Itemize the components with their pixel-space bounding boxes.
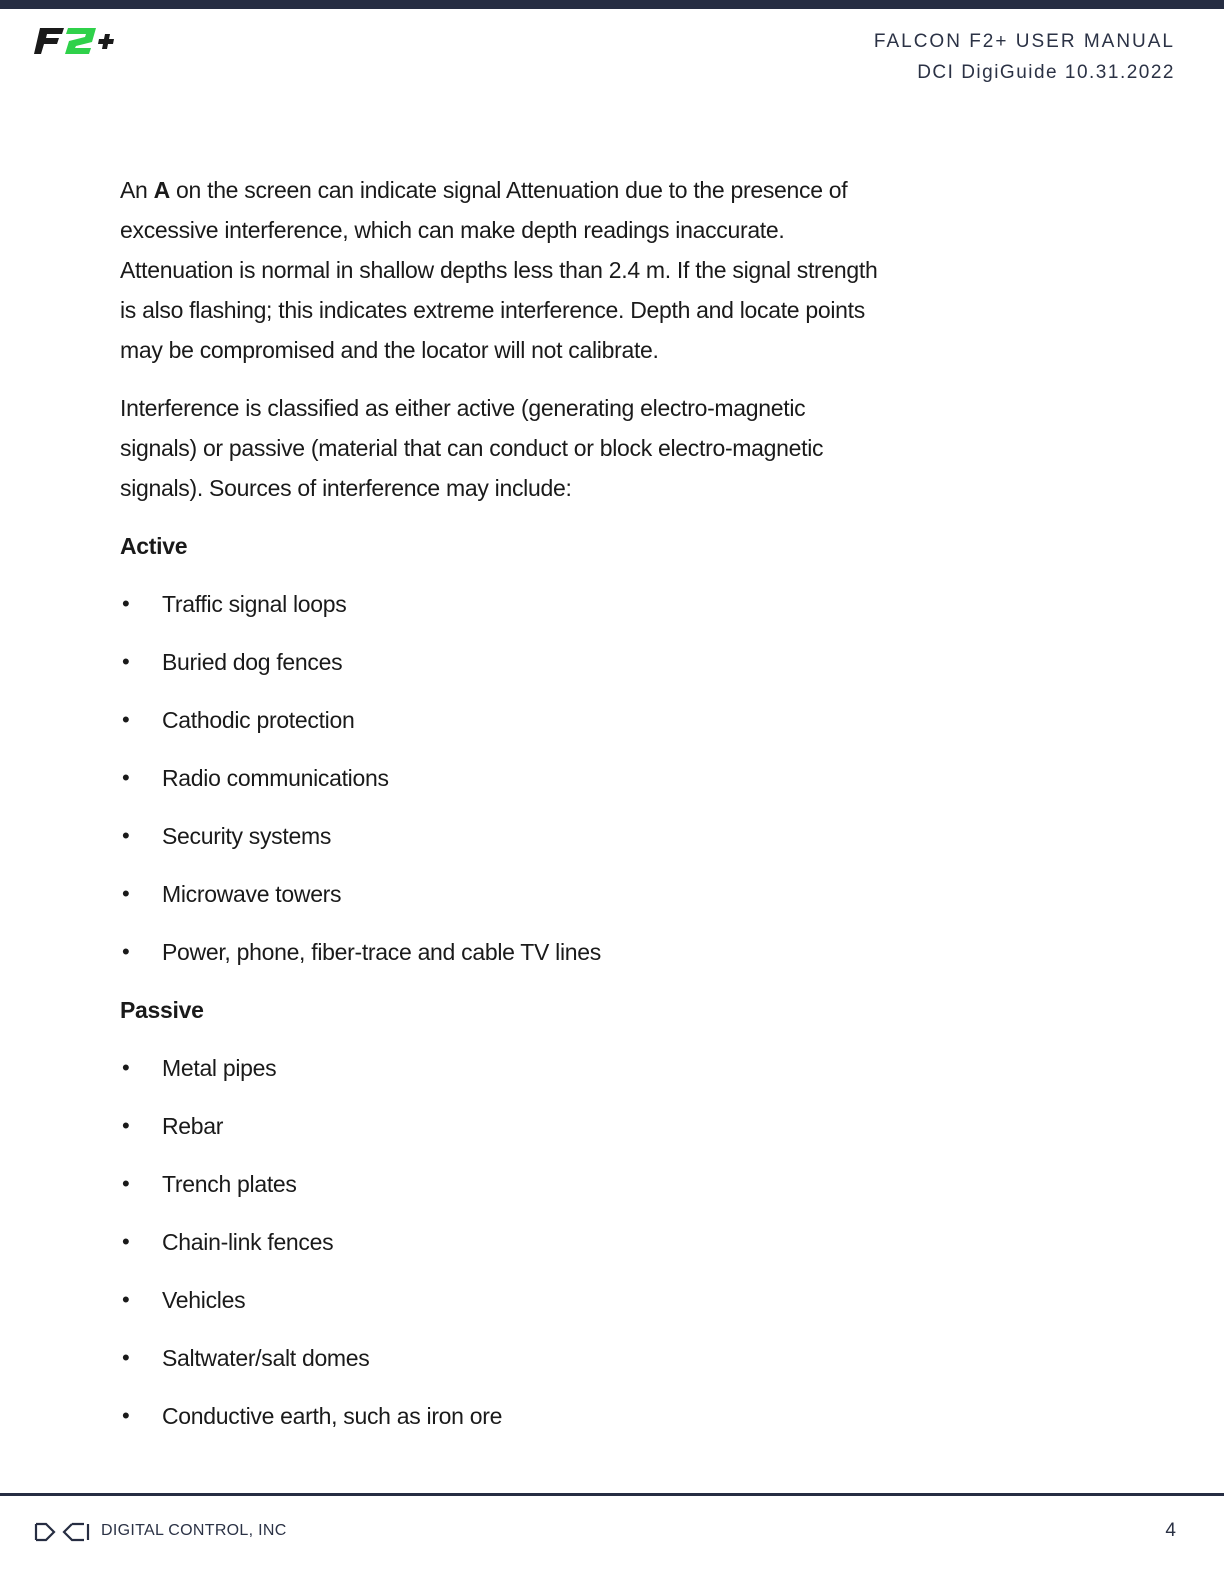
bullet-icon: • — [122, 1171, 130, 1196]
bullet-icon: • — [122, 1287, 130, 1312]
bullet-icon: • — [122, 1113, 130, 1138]
list-item: • Security systems — [120, 816, 880, 856]
list-item: • Saltwater/salt domes — [120, 1338, 880, 1378]
list-item: • Metal pipes — [120, 1048, 880, 1088]
dci-logo-icon — [34, 1521, 90, 1543]
list-item: • Traffic signal loops — [120, 584, 880, 624]
list-item: • Power, phone, fiber-trace and cable TV lines — [120, 932, 880, 972]
active-list — [120, 584, 880, 972]
list-item: • Rebar — [120, 1106, 880, 1146]
footer-divider — [0, 1493, 1224, 1496]
list-item: • Vehicles — [120, 1280, 880, 1320]
bullet-icon: • — [122, 591, 130, 616]
bullet-icon: • — [122, 1345, 130, 1370]
bullet-icon: • — [122, 939, 130, 964]
bullet-icon: • — [122, 1055, 130, 1080]
bullet-icon: • — [122, 707, 130, 732]
list-item: • Buried dog fences — [120, 642, 880, 682]
guide-version: DCI DigiGuide 10.31.2022 — [917, 62, 1175, 83]
page-number: 4 — [1165, 1520, 1176, 1541]
footer-company: DIGITAL CONTROL, INC — [101, 1522, 287, 1539]
list-item: • Radio communications — [120, 758, 880, 798]
manual-title: FALCON F2+ USER MANUAL — [873, 31, 1175, 52]
list-item: • Cathodic protection — [120, 700, 880, 740]
bullet-icon: • — [122, 765, 130, 790]
list-item: • Chain-link fences — [120, 1222, 880, 1262]
top-bar — [0, 0, 1224, 9]
interference-paragraph: Interference is classified as either active (generating electro-magnetic signals) or passive (material that can conduct or block electro-magnetic signals). Sources of interference may include: — [120, 395, 824, 501]
list-item: • Conductive earth, such as iron ore — [120, 1396, 880, 1436]
passive-heading: Passive — [120, 997, 204, 1023]
bullet-icon: • — [122, 1403, 130, 1428]
bullet-icon: • — [122, 823, 130, 848]
bullet-icon: • — [122, 649, 130, 674]
header-text — [874, 26, 1175, 88]
p1-bold-a: A — [153, 177, 170, 203]
p1-rest: on the screen can indicate signal Attenuation due to the presence of excessive interference, which can make depth readings inaccurate. Attenuation is normal in shallow depths less than 2.4 m. If the signal strength is also flashing; this indicates extreme interference. Depth and locate points may be compromised and the locator will not calibrate. — [120, 177, 878, 363]
list-item: • Microwave towers — [120, 874, 880, 914]
bullet-icon: • — [122, 1229, 130, 1254]
main-content — [120, 170, 880, 1454]
list-item: • Trench plates — [120, 1164, 880, 1204]
attenuation-paragraph — [120, 170, 880, 370]
active-heading: Active — [120, 533, 188, 559]
bullet-icon: • — [122, 881, 130, 906]
p1-prefix: An — [120, 177, 154, 203]
passive-list — [120, 1048, 880, 1436]
f2-plus-logo — [34, 24, 126, 58]
